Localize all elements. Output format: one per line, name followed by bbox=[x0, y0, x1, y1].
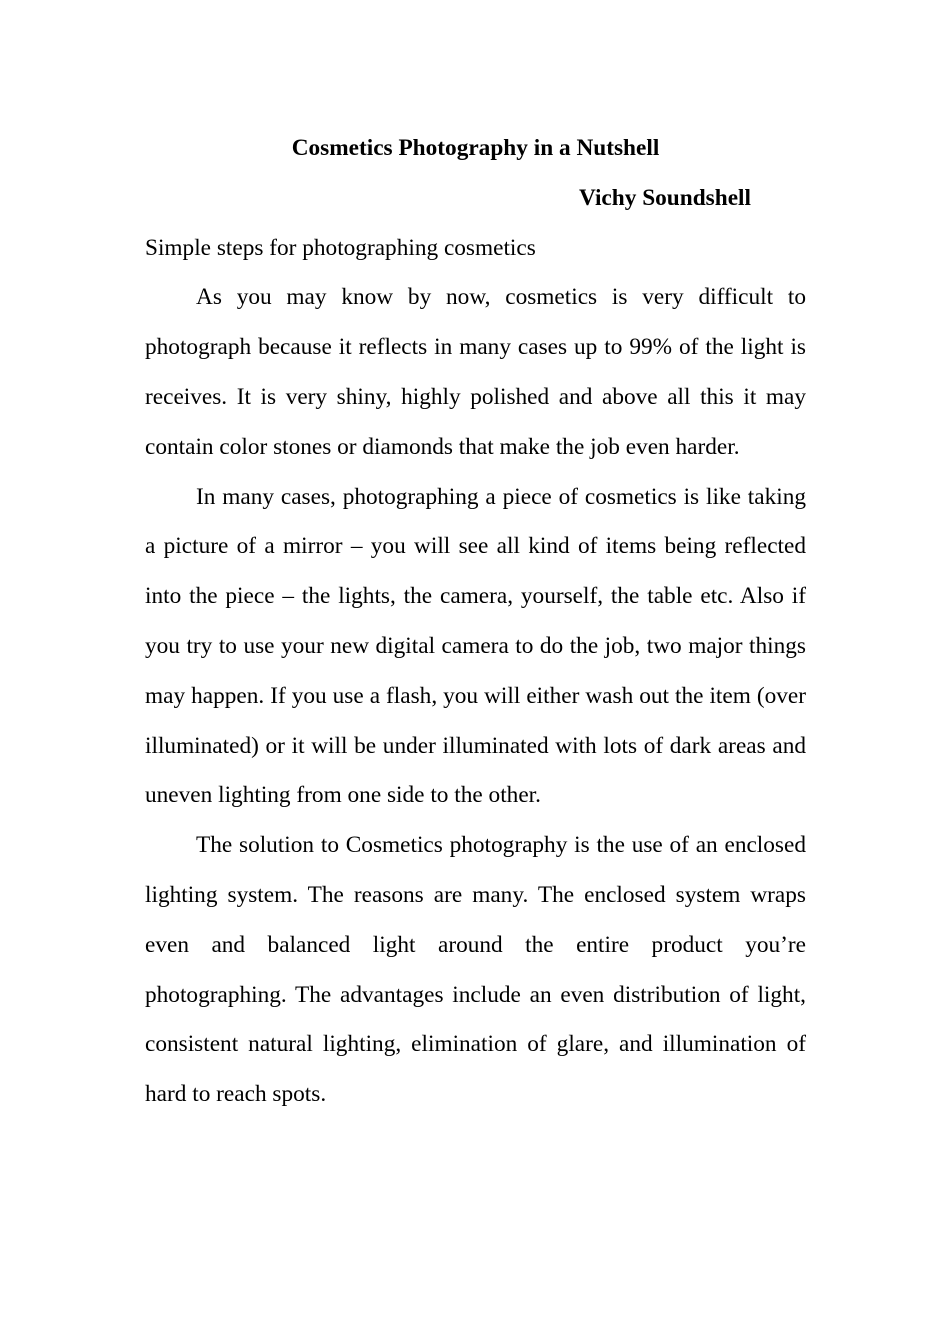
document-author: Vichy Soundshell bbox=[579, 184, 751, 211]
document-body bbox=[145, 124, 806, 1120]
paragraph-1: As you may know by now, cosmetics is very difficult to photograph because it reflects in many cases up to 99% of the light is receives. It is very shiny, highly polished and above all this it may contain color stones or diamonds that make the job even harder. bbox=[145, 284, 806, 460]
paragraph-3: The solution to Cosmetics photography is the use of an enclosed lighting system. The reasons are many. The enclosed system wraps even and balanced light around the entire product you’re photographing. The advantages include an even distribution of light, consistent natural lighting, elimination of glare, and illumination of hard to reach spots. bbox=[145, 832, 806, 1108]
document-title: Cosmetics Photography in a Nutshell bbox=[291, 135, 660, 161]
document-subtitle: Simple steps for photographing cosmetics bbox=[145, 234, 536, 261]
paragraph-2: In many cases, photographing a piece of cosmetics is like taking a picture of a mirror – you will see all kind of items being reflected into the piece – the lights, the camera, yourself, the table etc. Also if you try to use your new digital camera to do the job, two major things may happen. If you use a flash, you will either wash out the item (over illuminated) or it will be under illuminated with lots of dark areas and uneven lighting from one side to the other. bbox=[145, 483, 806, 809]
